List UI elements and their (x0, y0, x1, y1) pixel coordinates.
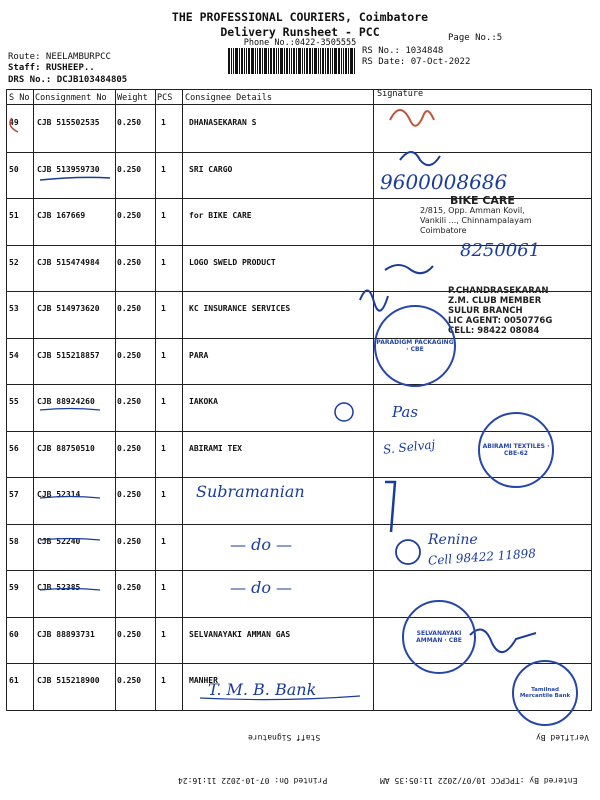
entered-by-label: Entered By :TPCPCC 10/07/2022 11:05:35 AM (380, 776, 578, 785)
cell-weight: 0.250 (117, 536, 142, 546)
cell-consignment: CJB 88750510 (37, 443, 95, 453)
cell-consignee: KC INSURANCE SERVICES (189, 304, 291, 313)
cell-pcs: 1 (161, 304, 166, 313)
cell-pcs: 1 (161, 164, 166, 174)
cell-weight: 0.250 (117, 118, 142, 127)
page-number: Page No.:5 (448, 33, 503, 43)
rs-number: RS No.: 1034848 (362, 46, 444, 56)
bike-care-stamp: BIKE CARE 2/815, Opp. Amman Kovil, Vankili ..., Chinnampalayam Coimbatore (420, 194, 532, 235)
cell-weight: 0.250 (117, 490, 142, 499)
cell-sno: 56 (9, 443, 19, 453)
column-header: S No (9, 93, 30, 103)
cell-weight: 0.250 (117, 629, 142, 639)
page-title: THE PROFESSIONAL COURIERS, Coimbatore (171, 10, 429, 24)
cell-weight: 0.250 (117, 397, 142, 406)
cell-sno: 60 (9, 629, 19, 639)
cell-consignment: CJB 88924260 (37, 397, 95, 406)
cell-consignee: MANHER (189, 676, 218, 685)
cell-consignment: CJB 515218857 (37, 350, 100, 360)
cell-sno: 53 (9, 304, 19, 313)
cell-pcs: 1 (161, 583, 166, 592)
cell-pcs: 1 (161, 629, 166, 639)
cell-consignment: CJB 88893731 (37, 629, 95, 639)
cell-pcs: 1 (161, 257, 166, 267)
cell-sno: 52 (9, 257, 19, 267)
handwritten-phone: 9600008686 (380, 170, 508, 194)
selvanayaki-amman-stamp: SELVANAYAKI AMMAN · CBE (402, 600, 476, 674)
handwritten-signature: Renine (428, 532, 478, 548)
cell-sno: 58 (9, 536, 19, 546)
cell-consignment: CJB 514973620 (37, 304, 100, 313)
printed-on-label: Printed On: 07-10-2022 11:16:24 (178, 776, 328, 785)
handwritten-consignee: T. M. B. Bank (208, 680, 317, 699)
cell-consignment: CJB 52385 (37, 583, 81, 592)
cell-pcs: 1 (161, 118, 166, 127)
cell-pcs: 1 (161, 397, 166, 406)
verified-by-label: Verified By (536, 733, 589, 742)
cell-weight: 0.250 (117, 443, 142, 453)
cell-consignment: CJB 167669 (37, 211, 86, 220)
cell-pcs: 1 (161, 676, 166, 685)
handwritten-consignee: Subramanian (196, 482, 305, 501)
cell-pcs: 1 (161, 443, 166, 453)
cell-sno: 51 (9, 211, 19, 220)
tmb-bank-stamp: Tamilnad Mercantile Bank (512, 660, 578, 726)
cell-sno: 61 (9, 676, 19, 685)
cell-sno: 55 (9, 397, 19, 406)
cell-pcs: 1 (161, 536, 166, 546)
cell-sno: 54 (9, 350, 19, 360)
column-header: Consignment No (35, 93, 107, 103)
cell-consignee: ABIRAMI TEX (189, 443, 242, 453)
handwritten-phone: Cell 98422 11898 (427, 546, 537, 568)
cell-weight: 0.250 (117, 304, 142, 313)
cell-pcs: 1 (161, 211, 166, 220)
cell-consignment: CJB 52240 (37, 536, 81, 546)
cell-sno: 57 (9, 490, 19, 499)
cell-consignment: CJB 515502535 (37, 118, 100, 127)
handwritten-ditto: — do — (230, 535, 293, 554)
phone-number: Phone No.:0422-3505555 (243, 38, 357, 48)
page-subtitle: Delivery Runsheet - PCC (220, 25, 380, 39)
route-label: Route: NEELAMBURPCC (8, 52, 111, 62)
cell-sno: 59 (9, 583, 19, 592)
cell-consignee: PARA (189, 350, 209, 360)
handwritten-signature: Pas (392, 403, 419, 421)
column-header: Consignee Details (185, 93, 272, 103)
cell-weight: 0.250 (117, 350, 142, 360)
cell-consignee: LOGO SWELD PRODUCT (189, 257, 276, 267)
handwritten-signature: 8250061 (460, 240, 541, 261)
cell-weight: 0.250 (117, 211, 142, 220)
staff-signature-label: Staff Signature (248, 733, 321, 742)
cell-consignee: DHANASEKARAN S (189, 118, 257, 127)
cell-pcs: 1 (161, 490, 166, 499)
handwritten-ditto: — do — (230, 578, 293, 597)
lic-agent-stamp: P.CHANDRASEKARAN Z.M. CLUB MEMBER SULUR BRANCH LIC AGENT: 0050776G CELL: 98422 08084 (448, 286, 553, 336)
cell-consignee: SELVANAYAKI AMMAN GAS (189, 629, 291, 639)
cell-consignment: CJB 513959730 (37, 164, 100, 174)
cell-consignment: CJB 52314 (37, 490, 81, 499)
cell-weight: 0.250 (117, 257, 142, 267)
cell-pcs: 1 (161, 350, 166, 360)
cell-consignee: IAKOKA (189, 397, 218, 406)
cell-weight: 0.250 (117, 164, 142, 174)
handwritten-signature: S. Selvaj (382, 437, 436, 457)
column-header: Weight (117, 93, 148, 103)
rs-date: RS Date: 07-Oct-2022 (362, 57, 471, 67)
staff-label: Staff: RUSHEEP.. (8, 63, 95, 73)
cell-weight: 0.250 (117, 676, 142, 685)
cell-weight: 0.250 (117, 583, 142, 592)
cell-consignment: CJB 515218900 (37, 676, 100, 685)
cell-sno: 50 (9, 164, 19, 174)
column-header: Signature (377, 89, 424, 99)
paradigm-packaging-stamp: PARADIGM PACKAGING · CBE (374, 305, 456, 387)
cell-consignment: CJB 515474984 (37, 257, 100, 267)
cell-consignee: for BIKE CARE (189, 211, 252, 220)
cell-sno: 49 (9, 118, 19, 127)
drs-number: DRS No.: DCJB103484805 (8, 75, 128, 85)
cell-consignee: SRI CARGO (189, 164, 233, 174)
abirami-textiles-stamp: ABIRAMI TEXTILES · CBE-62 (478, 412, 554, 488)
column-header: PCS (157, 93, 173, 103)
